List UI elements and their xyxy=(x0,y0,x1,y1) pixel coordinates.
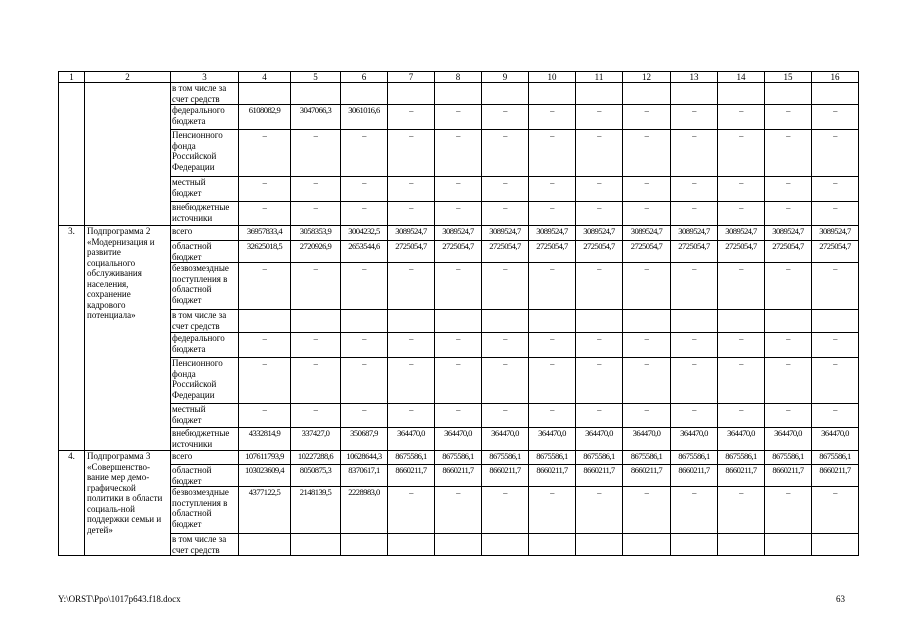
value-cell: 350687,9 xyxy=(341,428,388,451)
value-cell xyxy=(718,83,765,105)
value-cell: 364470,0 xyxy=(482,428,529,451)
value-cell xyxy=(812,534,859,556)
value-cell: 3089524,7 xyxy=(529,226,576,241)
funding-source-cell: в том числе за счет средств xyxy=(171,534,239,556)
value-cell: – xyxy=(623,177,671,202)
value-cell: – xyxy=(812,487,859,534)
table-row xyxy=(59,451,859,465)
value-cell: – xyxy=(435,487,482,534)
value-cell: – xyxy=(435,333,482,358)
value-cell xyxy=(576,534,623,556)
value-cell: 2725054,7 xyxy=(718,241,765,263)
value-cell: 8660211,7 xyxy=(576,465,623,487)
value-cell: 32625018,5 xyxy=(239,241,291,263)
header-cell: 1 xyxy=(59,72,85,83)
value-cell: – xyxy=(435,358,482,404)
value-cell: – xyxy=(529,263,576,310)
value-cell: – xyxy=(435,202,482,226)
value-cell: – xyxy=(623,487,671,534)
value-cell: – xyxy=(576,487,623,534)
value-cell: – xyxy=(341,404,388,428)
value-cell xyxy=(812,310,859,333)
value-cell xyxy=(435,83,482,105)
table-row xyxy=(59,465,859,487)
value-cell: 364470,0 xyxy=(529,428,576,451)
value-cell xyxy=(341,83,388,105)
value-cell: – xyxy=(576,358,623,404)
value-cell: – xyxy=(529,177,576,202)
value-cell: – xyxy=(291,263,341,310)
table-row xyxy=(59,263,859,310)
value-cell: – xyxy=(718,130,765,177)
value-cell: – xyxy=(482,130,529,177)
value-cell: – xyxy=(388,130,435,177)
value-cell: 8660211,7 xyxy=(671,465,718,487)
value-cell xyxy=(529,310,576,333)
value-cell xyxy=(291,310,341,333)
header-cell: 3 xyxy=(171,72,239,83)
value-cell: – xyxy=(812,404,859,428)
header-row xyxy=(59,72,859,83)
value-cell xyxy=(765,310,812,333)
value-cell: 2725054,7 xyxy=(388,241,435,263)
value-cell: – xyxy=(388,404,435,428)
funding-source-cell: местный бюджет xyxy=(171,404,239,428)
value-cell: 3089524,7 xyxy=(765,226,812,241)
row-number-cell: 4. xyxy=(59,451,85,556)
value-cell xyxy=(435,310,482,333)
value-cell: – xyxy=(765,333,812,358)
value-cell: – xyxy=(239,177,291,202)
table-row xyxy=(59,241,859,263)
value-cell: – xyxy=(482,263,529,310)
header-cell: 11 xyxy=(576,72,623,83)
value-cell: – xyxy=(576,105,623,130)
table-row xyxy=(59,226,859,241)
value-cell: 8660211,7 xyxy=(482,465,529,487)
value-cell: – xyxy=(435,130,482,177)
header-cell: 13 xyxy=(671,72,718,83)
value-cell: 8675586,1 xyxy=(765,451,812,465)
value-cell: – xyxy=(576,263,623,310)
value-cell: 2725054,7 xyxy=(435,241,482,263)
footer-file-path: Y:\ORST\Ppo\1017p643.f18.docx xyxy=(58,594,181,604)
value-cell: 3089524,7 xyxy=(623,226,671,241)
value-cell xyxy=(576,83,623,105)
value-cell: 3089524,7 xyxy=(671,226,718,241)
value-cell: 364470,0 xyxy=(718,428,765,451)
value-cell: 337427,0 xyxy=(291,428,341,451)
value-cell: 3089524,7 xyxy=(718,226,765,241)
row-number-cell: 3. xyxy=(59,226,85,451)
value-cell: – xyxy=(482,487,529,534)
value-cell: 364470,0 xyxy=(388,428,435,451)
table-row xyxy=(59,487,859,534)
header-cell: 12 xyxy=(623,72,671,83)
value-cell: 10628644,3 xyxy=(341,451,388,465)
value-cell: 3089524,7 xyxy=(482,226,529,241)
value-cell: 8660211,7 xyxy=(718,465,765,487)
value-cell xyxy=(765,534,812,556)
value-cell: – xyxy=(435,177,482,202)
header-cell: 6 xyxy=(341,72,388,83)
value-cell: – xyxy=(671,202,718,226)
value-cell: 103023609,4 xyxy=(239,465,291,487)
value-cell xyxy=(529,83,576,105)
value-cell: – xyxy=(623,202,671,226)
value-cell: – xyxy=(765,263,812,310)
header-cell: 16 xyxy=(812,72,859,83)
funding-source-cell: местный бюджет xyxy=(171,177,239,202)
header-cell: 8 xyxy=(435,72,482,83)
value-cell: – xyxy=(482,404,529,428)
value-cell: 36957833,4 xyxy=(239,226,291,241)
value-cell: – xyxy=(576,130,623,177)
table-row xyxy=(59,202,859,226)
budget-table xyxy=(58,71,859,556)
value-cell: – xyxy=(529,333,576,358)
value-cell xyxy=(482,83,529,105)
value-cell: 364470,0 xyxy=(765,428,812,451)
value-cell: – xyxy=(671,177,718,202)
value-cell xyxy=(671,83,718,105)
funding-source-cell: безвозмездные поступления в областной бюджет xyxy=(171,487,239,534)
value-cell: – xyxy=(718,358,765,404)
value-cell: 2725054,7 xyxy=(482,241,529,263)
value-cell: 3061016,6 xyxy=(341,105,388,130)
funding-source-cell: федерального бюджета xyxy=(171,333,239,358)
value-cell xyxy=(435,534,482,556)
value-cell: – xyxy=(341,202,388,226)
value-cell xyxy=(239,534,291,556)
value-cell: – xyxy=(388,333,435,358)
value-cell: – xyxy=(435,105,482,130)
value-cell: 2725054,7 xyxy=(765,241,812,263)
value-cell: – xyxy=(239,404,291,428)
value-cell: 364470,0 xyxy=(812,428,859,451)
value-cell: – xyxy=(482,202,529,226)
funding-source-cell: Пенсионного фонда Российской Федерации xyxy=(171,358,239,404)
value-cell: 8660211,7 xyxy=(388,465,435,487)
value-cell: – xyxy=(341,358,388,404)
value-cell: – xyxy=(671,130,718,177)
value-cell: – xyxy=(341,263,388,310)
value-cell: – xyxy=(718,333,765,358)
program-name-cell xyxy=(85,83,171,226)
value-cell: 2725054,7 xyxy=(576,241,623,263)
value-cell: – xyxy=(388,105,435,130)
value-cell: – xyxy=(812,105,859,130)
value-cell: – xyxy=(765,358,812,404)
value-cell: – xyxy=(812,177,859,202)
header-cell: 10 xyxy=(529,72,576,83)
value-cell: – xyxy=(765,404,812,428)
value-cell xyxy=(765,83,812,105)
funding-source-cell: всего xyxy=(171,226,239,241)
value-cell: – xyxy=(239,130,291,177)
value-cell: 364470,0 xyxy=(576,428,623,451)
value-cell xyxy=(341,534,388,556)
value-cell: 2720926,9 xyxy=(291,241,341,263)
value-cell: – xyxy=(623,358,671,404)
value-cell: – xyxy=(671,333,718,358)
value-cell: 8660211,7 xyxy=(765,465,812,487)
funding-source-cell: Пенсионного фонда Российской Федерации xyxy=(171,130,239,177)
value-cell: – xyxy=(623,404,671,428)
table-row xyxy=(59,83,859,105)
value-cell: 2725054,7 xyxy=(671,241,718,263)
value-cell: 8660211,7 xyxy=(623,465,671,487)
funding-source-cell: в том числе за счет средств xyxy=(171,83,239,105)
value-cell: 8675586,1 xyxy=(388,451,435,465)
value-cell: 8050875,3 xyxy=(291,465,341,487)
value-cell xyxy=(239,310,291,333)
table-row xyxy=(59,404,859,428)
value-cell: – xyxy=(482,358,529,404)
value-cell: – xyxy=(388,202,435,226)
value-cell: – xyxy=(671,263,718,310)
value-cell xyxy=(388,310,435,333)
value-cell: – xyxy=(482,177,529,202)
value-cell: 2725054,7 xyxy=(529,241,576,263)
value-cell: 10227288,6 xyxy=(291,451,341,465)
value-cell: – xyxy=(765,487,812,534)
value-cell: – xyxy=(718,177,765,202)
value-cell: 4332814,9 xyxy=(239,428,291,451)
funding-source-cell: всего xyxy=(171,451,239,465)
value-cell: 8675586,1 xyxy=(718,451,765,465)
value-cell: 8370617,1 xyxy=(341,465,388,487)
value-cell xyxy=(718,310,765,333)
value-cell: – xyxy=(341,177,388,202)
header-cell: 4 xyxy=(239,72,291,83)
value-cell: – xyxy=(623,105,671,130)
value-cell: – xyxy=(529,358,576,404)
value-cell: 3047066,3 xyxy=(291,105,341,130)
value-cell: 8675586,1 xyxy=(576,451,623,465)
value-cell: 4377122,5 xyxy=(239,487,291,534)
value-cell xyxy=(291,83,341,105)
value-cell xyxy=(671,310,718,333)
value-cell xyxy=(671,534,718,556)
value-cell xyxy=(341,310,388,333)
value-cell: – xyxy=(239,333,291,358)
value-cell: – xyxy=(765,202,812,226)
value-cell: – xyxy=(718,202,765,226)
value-cell xyxy=(529,534,576,556)
value-cell: – xyxy=(718,263,765,310)
value-cell: 107611793,9 xyxy=(239,451,291,465)
value-cell xyxy=(482,310,529,333)
value-cell: – xyxy=(529,487,576,534)
value-cell: – xyxy=(812,202,859,226)
value-cell: 8675586,1 xyxy=(812,451,859,465)
value-cell: – xyxy=(388,263,435,310)
value-cell: – xyxy=(765,105,812,130)
value-cell: 2148139,5 xyxy=(291,487,341,534)
value-cell: – xyxy=(341,333,388,358)
value-cell: – xyxy=(435,263,482,310)
header-cell: 7 xyxy=(388,72,435,83)
value-cell: – xyxy=(341,130,388,177)
value-cell: 364470,0 xyxy=(623,428,671,451)
header-cell: 2 xyxy=(85,72,171,83)
value-cell: – xyxy=(812,333,859,358)
table-row xyxy=(59,310,859,333)
header-cell: 5 xyxy=(291,72,341,83)
value-cell: 2725054,7 xyxy=(812,241,859,263)
value-cell: – xyxy=(623,130,671,177)
value-cell xyxy=(718,534,765,556)
row-number-cell xyxy=(59,83,85,226)
funding-source-cell: в том числе за счет средств xyxy=(171,310,239,333)
value-cell: – xyxy=(623,263,671,310)
value-cell: 8675586,1 xyxy=(623,451,671,465)
table-row xyxy=(59,358,859,404)
table-row xyxy=(59,333,859,358)
value-cell: – xyxy=(239,263,291,310)
value-cell: – xyxy=(291,404,341,428)
value-cell: – xyxy=(482,333,529,358)
value-cell: 8675586,1 xyxy=(671,451,718,465)
value-cell: – xyxy=(576,333,623,358)
value-cell: 8660211,7 xyxy=(529,465,576,487)
value-cell: – xyxy=(718,105,765,130)
value-cell: – xyxy=(765,130,812,177)
table-row xyxy=(59,130,859,177)
value-cell: – xyxy=(671,105,718,130)
value-cell: 3089524,7 xyxy=(812,226,859,241)
table-row xyxy=(59,534,859,556)
value-cell: – xyxy=(291,177,341,202)
value-cell: – xyxy=(765,177,812,202)
program-name-cell: Подпрограмма 3 «Совершенство-вание мер демо-графической политики в области социаль-ной поддержки семьи и детей» xyxy=(85,451,171,556)
value-cell: – xyxy=(718,404,765,428)
value-cell xyxy=(239,83,291,105)
value-cell: 2653544,6 xyxy=(341,241,388,263)
value-cell: – xyxy=(291,333,341,358)
footer-page-number: 63 xyxy=(836,594,845,604)
value-cell: 3089524,7 xyxy=(388,226,435,241)
value-cell: – xyxy=(529,404,576,428)
value-cell: – xyxy=(576,404,623,428)
value-cell xyxy=(291,534,341,556)
value-cell: – xyxy=(671,487,718,534)
header-cell: 15 xyxy=(765,72,812,83)
funding-source-cell: внебюджетные источники xyxy=(171,202,239,226)
funding-source-cell: областной бюджет xyxy=(171,241,239,263)
value-cell: – xyxy=(718,487,765,534)
value-cell xyxy=(388,534,435,556)
value-cell: 8675586,1 xyxy=(529,451,576,465)
value-cell: – xyxy=(623,333,671,358)
funding-source-cell: федерального бюджета xyxy=(171,105,239,130)
value-cell: – xyxy=(435,404,482,428)
value-cell: – xyxy=(482,105,529,130)
value-cell: – xyxy=(388,177,435,202)
value-cell: 8660211,7 xyxy=(435,465,482,487)
value-cell: 3089524,7 xyxy=(576,226,623,241)
value-cell xyxy=(388,83,435,105)
value-cell: – xyxy=(671,358,718,404)
table-row xyxy=(59,177,859,202)
table-row xyxy=(59,105,859,130)
value-cell: 3058353,9 xyxy=(291,226,341,241)
header-cell: 9 xyxy=(482,72,529,83)
value-cell: – xyxy=(239,202,291,226)
value-cell: – xyxy=(812,130,859,177)
value-cell: 8675586,1 xyxy=(482,451,529,465)
value-cell: – xyxy=(671,404,718,428)
table-row xyxy=(59,428,859,451)
value-cell xyxy=(623,310,671,333)
value-cell: – xyxy=(291,202,341,226)
value-cell: 364470,0 xyxy=(435,428,482,451)
value-cell: – xyxy=(291,358,341,404)
value-cell: – xyxy=(576,177,623,202)
value-cell xyxy=(576,310,623,333)
value-cell: 2725054,7 xyxy=(623,241,671,263)
value-cell: 8675586,1 xyxy=(435,451,482,465)
value-cell xyxy=(812,83,859,105)
value-cell xyxy=(623,83,671,105)
value-cell: 6108082,9 xyxy=(239,105,291,130)
value-cell: 3004232,5 xyxy=(341,226,388,241)
value-cell: – xyxy=(812,263,859,310)
value-cell: 3089524,7 xyxy=(435,226,482,241)
value-cell: – xyxy=(576,202,623,226)
value-cell: – xyxy=(529,105,576,130)
value-cell: – xyxy=(529,130,576,177)
header-cell: 14 xyxy=(718,72,765,83)
funding-source-cell: областной бюджет xyxy=(171,465,239,487)
value-cell: 2228983,0 xyxy=(341,487,388,534)
funding-source-cell: безвозмездные поступления в областной бюджет xyxy=(171,263,239,310)
value-cell xyxy=(623,534,671,556)
funding-source-cell: внебюджетные источники xyxy=(171,428,239,451)
value-cell: – xyxy=(291,130,341,177)
program-name-cell: Подпрограмма 2 «Модернизация и развитие социального обслуживания населения, сохранение кадрового потенциала» xyxy=(85,226,171,451)
value-cell: – xyxy=(239,358,291,404)
value-cell: 8660211,7 xyxy=(812,465,859,487)
value-cell: – xyxy=(388,487,435,534)
value-cell: – xyxy=(529,202,576,226)
value-cell: 364470,0 xyxy=(671,428,718,451)
value-cell: – xyxy=(388,358,435,404)
value-cell: – xyxy=(812,358,859,404)
value-cell xyxy=(482,534,529,556)
